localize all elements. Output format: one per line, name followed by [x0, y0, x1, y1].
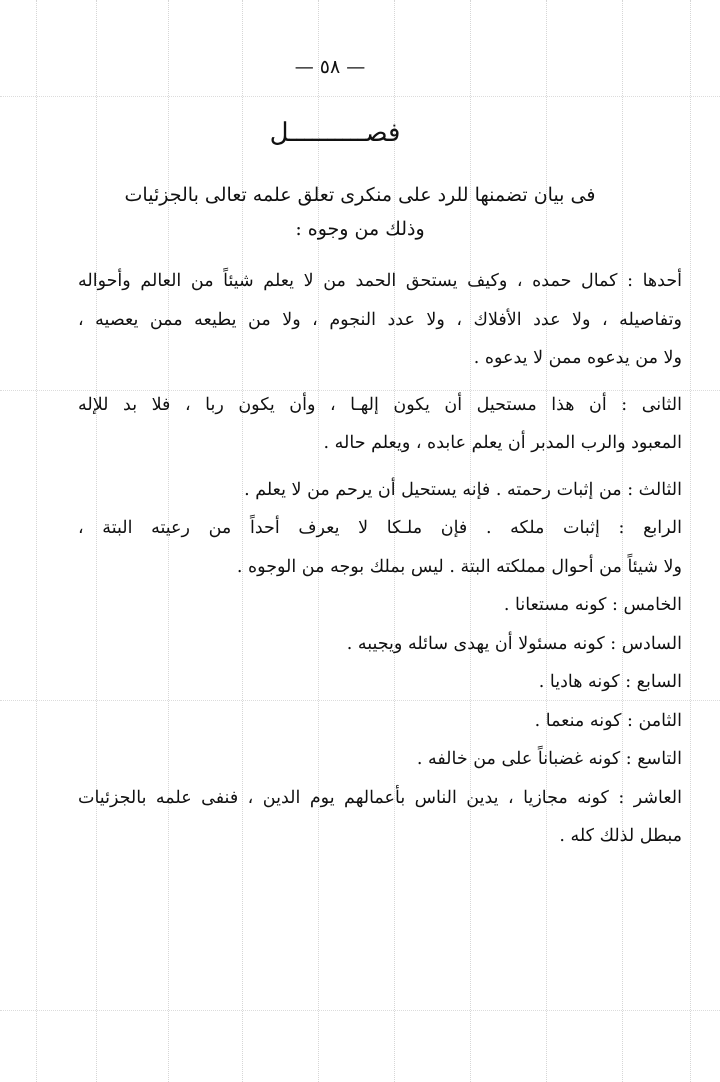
text-line: الخامس : كونه مستعانا .	[503, 595, 682, 615]
paragraph-3	[78, 471, 682, 510]
subtitle-line: وذلك من وجوه :	[295, 218, 425, 240]
text-line: الرابع : إثبات ملكه . فإن ملـكا لا يعرف أحداً من رعيته البتة ،	[78, 518, 682, 538]
text-line: ولا شيئاً من أحوال مملكته البتة . ليس بملك بوجه من الوجوه .	[236, 556, 682, 577]
paragraph-1	[78, 262, 682, 378]
guide-line	[0, 96, 720, 97]
paragraph-10	[78, 779, 682, 856]
text-line: وتفاصيله ، ولا عدد الأفلاك ، ولا عدد النجوم ، ولا من يطيعه ممن يعصيه ،	[78, 309, 682, 330]
guide-line	[0, 1010, 720, 1011]
text-line: أحدها : كمال حمده ، وكيف يستحق الحمد من لا يعلم شيئاً من العالم وأحواله	[78, 271, 682, 291]
paragraph-6	[78, 625, 682, 664]
paragraph-8	[78, 702, 682, 741]
paragraph-4	[78, 509, 682, 586]
text-line: الثامن : كونه منعما .	[534, 710, 682, 731]
section-title: فصــــــــــل	[269, 118, 401, 148]
text-line: السادس : كونه مسئولا أن يهدى سائله ويجيبه .	[346, 633, 682, 654]
text-line: السابع : كونه هاديا .	[538, 672, 682, 692]
text-line: العاشر : كونه مجازيا ، يدين الناس بأعمالهم يوم الدين ، فنفى علمه بالجزئيات	[78, 787, 682, 808]
text-line: الثالث : من إثبات رحمته . فإنه يستحيل أن يرحم من لا يعلم .	[244, 479, 682, 500]
guide-line	[36, 0, 37, 1082]
body-text	[78, 262, 682, 856]
paragraph-9	[78, 740, 682, 779]
text-line: التاسع : كونه غضباناً على من خالفه .	[416, 749, 682, 769]
text-line: الثانى : أن هذا مستحيل أن يكون إلهـا ، وأن يكون ربا ، فلا بد للإله	[78, 394, 682, 415]
paragraph-5	[78, 586, 682, 625]
subtitle	[80, 178, 640, 246]
page-number: — ٥٨ —	[294, 56, 366, 78]
text-line: مبطل لذلك كله .	[559, 826, 682, 846]
text-line: المعبود والرب المدبر أن يعلم عابده ، ويعلم حاله .	[323, 433, 682, 453]
paragraph-2	[78, 386, 682, 463]
text-line: ولا من يدعوه ممن لا يدعوه .	[473, 348, 682, 368]
guide-line	[690, 0, 691, 1082]
paragraph-7	[78, 663, 682, 702]
subtitle-line: فى بيان تضمنها للرد على منكرى تعلق علمه تعالى بالجزئيات	[124, 184, 596, 206]
